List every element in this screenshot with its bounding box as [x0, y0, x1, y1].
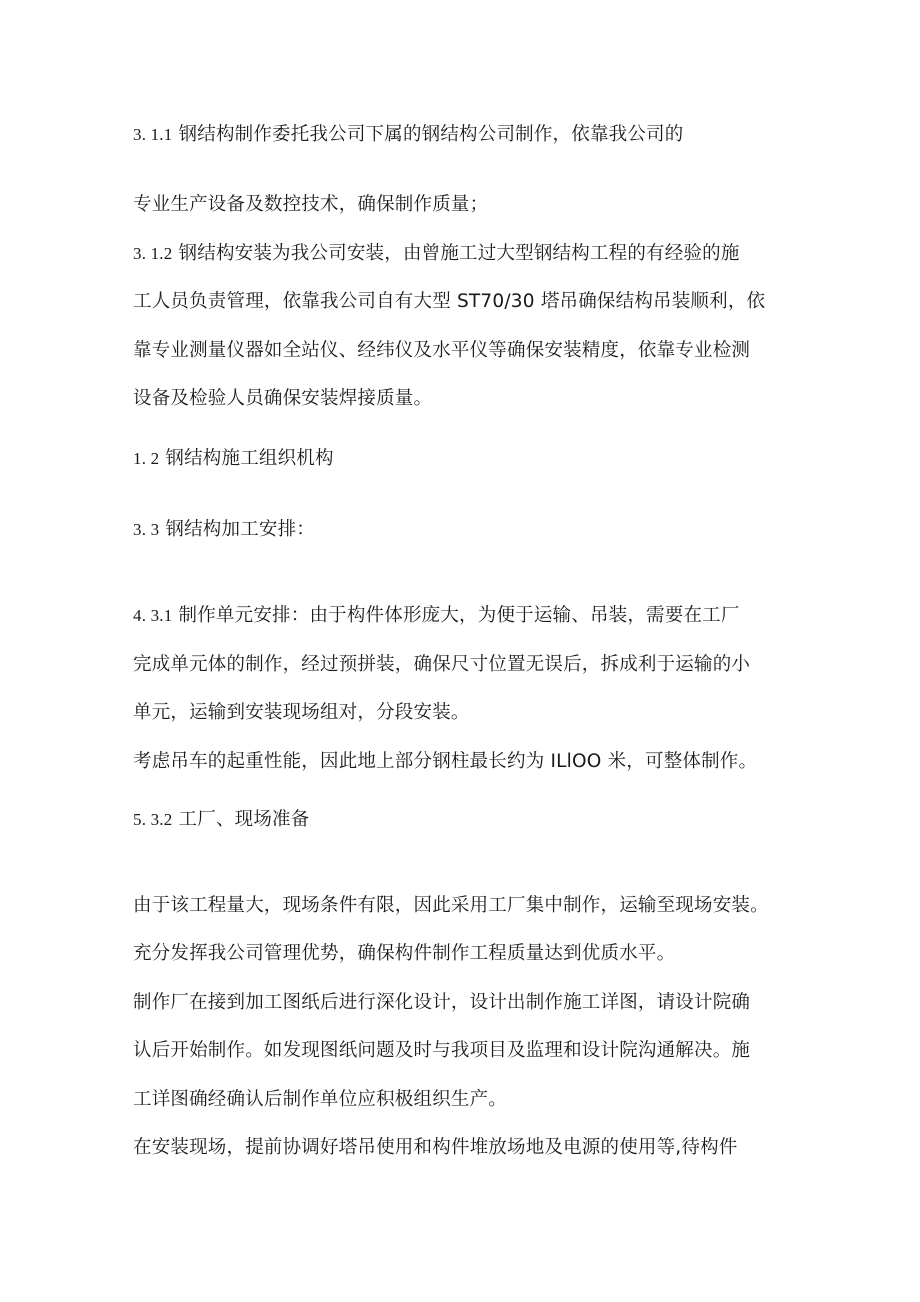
text-line: [133, 1135, 813, 1161]
section-number: 3. 3: [133, 520, 160, 539]
text-line: [133, 893, 813, 919]
text-line: [133, 941, 813, 967]
line-text: 设备及检验人员确保安装焊接质量。: [133, 388, 433, 409]
text-line: [133, 1087, 813, 1113]
line-text: 工人员负责管理，依靠我公司自有大型 ST70/30 塔吊确保结构吊装顺利，依: [133, 291, 766, 312]
line-text: 制作单元安排：由于构件体形庞大，为便于运输、吊装，需要在工厂: [178, 605, 740, 626]
text-line: [133, 289, 813, 315]
line-text: 工厂、现场准备: [178, 809, 310, 830]
line-text: 考虑吊车的起重性能，因此地上部分钢柱最长约为 ILlOO 米，可整体制作。: [133, 751, 758, 772]
text-line: [133, 603, 813, 629]
line-text: 钢结构制作委托我公司下属的钢结构公司制作，依靠我公司的: [178, 124, 684, 145]
line-text: 单元，运输到安装现场组对，分段安装。: [133, 702, 470, 723]
section-number: 1. 2: [133, 449, 160, 468]
text-line: [133, 338, 813, 364]
text-line: [133, 241, 813, 267]
line-text: 完成单元体的制作，经过预拼装，确保尺寸位置无误后，拆成利于运输的小: [133, 654, 751, 675]
section-number: 5. 3.2: [133, 810, 173, 829]
text-line: [133, 192, 813, 218]
line-text: 专业生产设备及数控技术，确保制作质量；: [133, 194, 489, 215]
line-text: 靠专业测量仪器如全站仪、经纬仪及水平仪等确保安装精度，依靠专业检测: [133, 340, 751, 361]
text-line: [133, 122, 813, 148]
line-text: 由于该工程量大，现场条件有限，因此采用工厂集中制作，运输至现场安装。: [133, 895, 769, 916]
line-text: 钢结构施工组织机构: [165, 448, 334, 469]
section-number: 3. 1.2: [133, 244, 173, 263]
text-line: [133, 1038, 813, 1064]
section-number: 4. 3.1: [133, 606, 173, 625]
section-number: 3. 1.1: [133, 125, 173, 144]
text-line: [133, 990, 813, 1016]
line-text: 制作厂在接到加工图纸后进行深化设计，设计出制作施工详图，请设计院确: [133, 992, 751, 1013]
line-text: 钢结构加工安排：: [165, 519, 316, 540]
section-heading: [133, 446, 813, 472]
line-text: 工详图确经确认后制作单位应积极组织生产。: [133, 1089, 508, 1110]
line-text: 认后开始制作。如发现图纸问题及时与我项目及监理和设计院沟通解决。施: [133, 1040, 751, 1061]
line-text: 充分发挥我公司管理优势，确保构件制作工程质量达到优质水平。: [133, 943, 676, 964]
section-heading: [133, 807, 813, 833]
text-line: [133, 652, 813, 678]
line-text: 钢结构安装为我公司安装，由曾施工过大型钢结构工程的有经验的施: [178, 243, 740, 264]
line-text: 在安装现场，提前协调好塔吊使用和构件堆放场地及电源的使用等,待构件: [133, 1137, 738, 1158]
section-heading: [133, 517, 813, 543]
text-line: [133, 386, 813, 412]
text-line: [133, 700, 813, 726]
text-line: [133, 749, 813, 775]
